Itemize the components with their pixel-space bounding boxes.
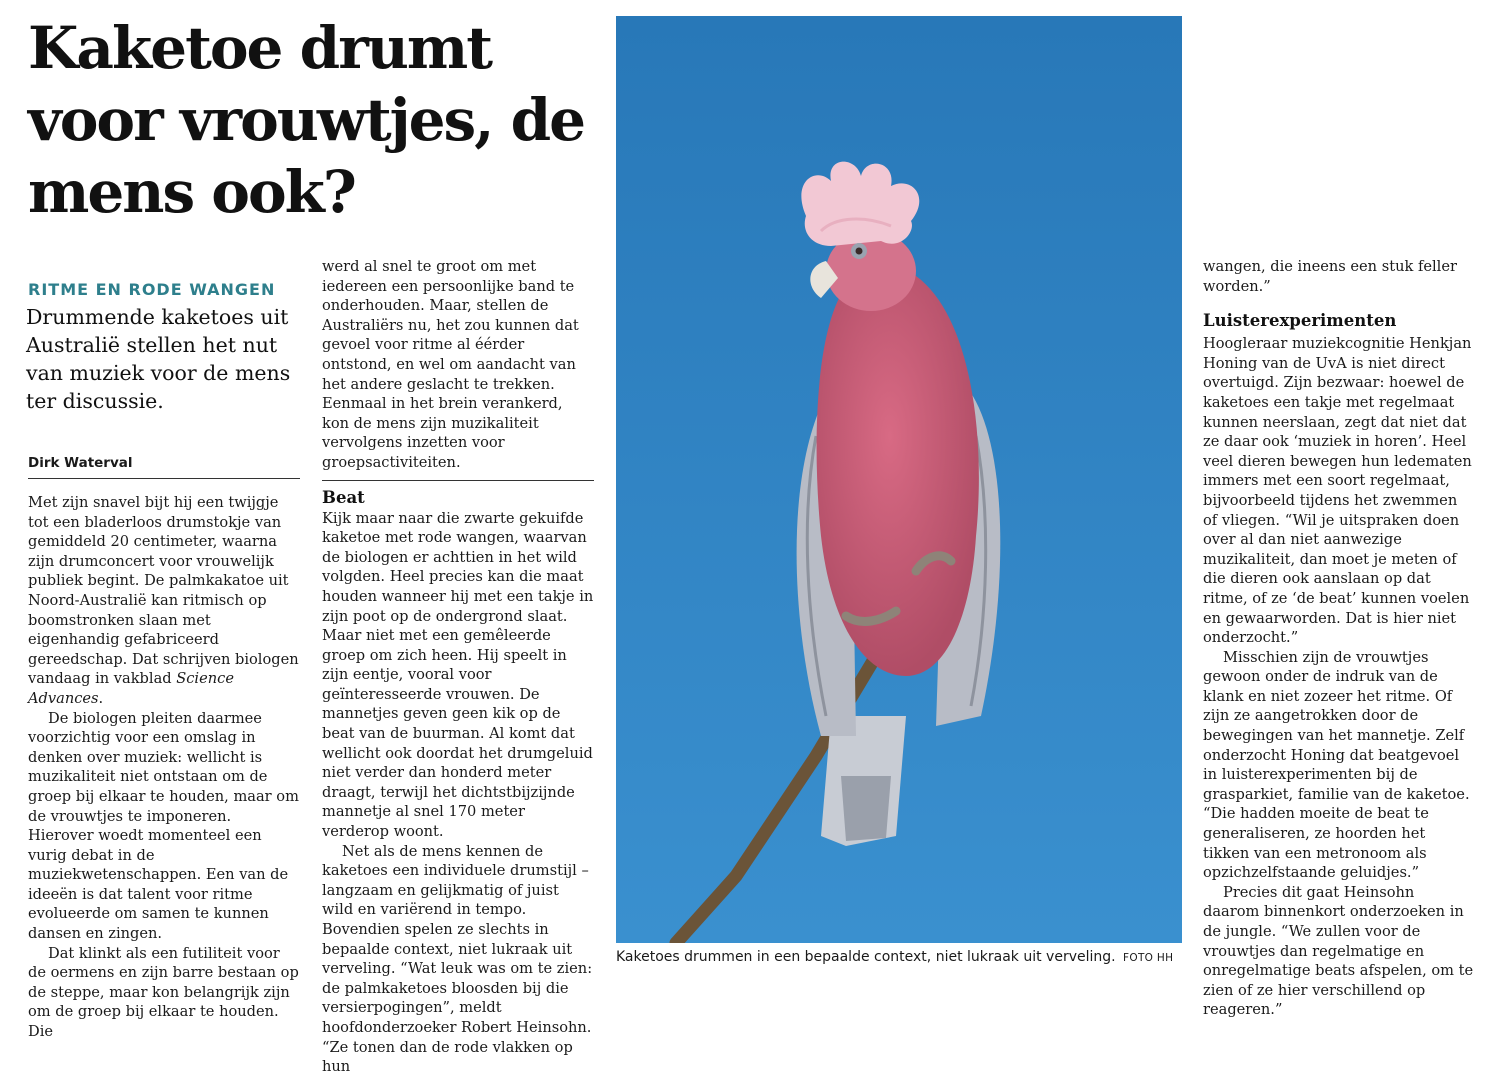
article-headline: Kaketoe drumt voor vrouwtjes, de mens ook? [28,14,585,226]
paragraph: Net als de mens kennen de kaketoes een individuele drumstijl – langzaam en gelijkmatig of juist wild en variërend in tempo. Bovendien spelen ze slechts in bepaalde context, niet lukraak uit verveling. “Wat leuk was om te zien: de palmkaketoes bloosden bij die versierpogingen”, meldt hoofdonderzoeker Robert Heinsohn. “Ze tonen dan de rode vlakken op hun [322,842,593,1076]
paragraph-text: . [98,689,104,707]
section-heading-beat: Beat [322,487,365,507]
photo-credit: FOTO HH [1123,952,1174,964]
caption-text: Kaketoes drummen in een bepaalde context, niet lukraak uit verveling. [616,949,1116,965]
intro-deck: Drummende kaketoes uit Australië stellen het nut van muziek voor de mens ter discussie. [26,305,291,413]
paragraph: wangen, die ineens een stuk feller worden.” [1203,258,1457,295]
body-column-3 [1203,257,1475,1020]
cockatoo-illustration [616,16,1182,943]
paragraph: Precies dit gaat Heinsohn daarom binnenkort onderzoeken in de jungle. “We zullen voor de vrouwtjes dan regelmatige en onregelmatige beats afspelen, om te zien of ze hier verschillend op reageren.” [1203,883,1474,1019]
paragraph [28,493,300,709]
paragraph: werd al snel te groot om met iedereen een persoonlijke band te onderhouden. Maar, stellen de Australiërs nu, het zou kunnen dat gevoel voor ritme al éérder ontstond, en wel om aandacht van het andere geslacht te trekken. Eenmaal in het brein verankerd, kon de mens zijn muzikaliteit vervolgens inzetten voor groepsactiviteiten. [322,258,579,471]
body-column-1 [28,493,300,1042]
photo-caption [616,949,1196,965]
byline: Dirk Waterval [28,455,300,479]
paragraph: Hoogleraar muziekcognitie Henkjan Honing van de UvA is niet direct overtuigd. Zijn bezwaar: hoewel de kaketoes een takje met regelmaat kunnen neerslaan, zegt dat niet dat ze daar ook ‘muziek in horen’. Heel veel dieren bewegen hun ledematen immers met een soort regelmaat, bijvoorbeeld tijdens het zwemmen of vliegen. “Wil je uitspraken doen over al dan niet aanwezige muzikaliteit, dan moet je meten of die dieren ook aanslaan op dat ritme, of ze ‘de beat’ kunnen voelen en gewaarworden. Dat is hier niet onderzocht.” [1203,335,1472,647]
paragraph: Dat klinkt als een futiliteit voor de oermens en zijn barre bestaan op de steppe, maar kon belangrijk zijn om de groep bij elkaar te houden. Die [28,944,299,1041]
kicker: RITME EN RODE WANGEN [28,280,276,299]
cockatoo-photo [616,16,1182,943]
paragraph-text: Met zijn snavel bijt hij een twijgje tot een bladerloos drumstokje van gemiddeld 20 centimeter, waarna zijn drumconcert voor vrouwelijk publiek begint. De palmkakatoe uit Noord-Australië kan ritmisch op boomstronken slaan met eigenhandig gefabriceerd gereedschap. Dat schrijven biologen vandaag in vakblad [28,494,299,688]
paragraph: De biologen pleiten daarmee voorzichtig voor een omslag in denken over muziek: wellicht is muzikaliteit niet ontstaan om de groep bij elkaar te houden, maar om de vrouwtjes te imponeren. Hierover woedt momenteel een vurig debat in de muziekwetenschappen. Een van de ideeën is dat talent voor ritme evolueerde om samen te kunnen dansen en zingen. [28,709,299,943]
section-heading-luisterexperimenten: Luisterexperimenten [1203,311,1397,331]
paragraph: Kijk maar naar die zwarte gekuifde kaketoe met rode wangen, waarvan de biologen er achttien in het wild volgden. Heel precies kan die maat houden wanneer hij met een takje in zijn poot op de ondergrond slaat. Maar niet met een gemêleerde groep om zich heen. Hij speelt in zijn eentje, vooral voor geïnteresseerde vrouwen. De mannetjes geven geen kik op de beat van de buurman. Al komt dat wellicht ook doordat het drumgeluid niet verder dan honderd meter draagt, terwijl het dichtstbijzijnde mannetje al snel 170 meter verderop woont. [322,509,594,841]
section-divider [322,480,594,509]
body-column-2 [322,257,594,1077]
journal-name: Science Advances [28,670,234,707]
paragraph: Misschien zijn de vrouwtjes gewoon onder de indruk van de klank en niet zozeer het ritme. Of zijn ze aangetrokken door de bewegingen van het mannetje. Zelf onderzocht Honing dat beatgevoel in luisterexperimenten bij de grasparkiet, familie van de kaketoe. “Die hadden moeite de beat te generaliseren, ze hoorden het tikken van een metronoom als opzichzelfstaande geluidjes.” [1203,648,1470,882]
